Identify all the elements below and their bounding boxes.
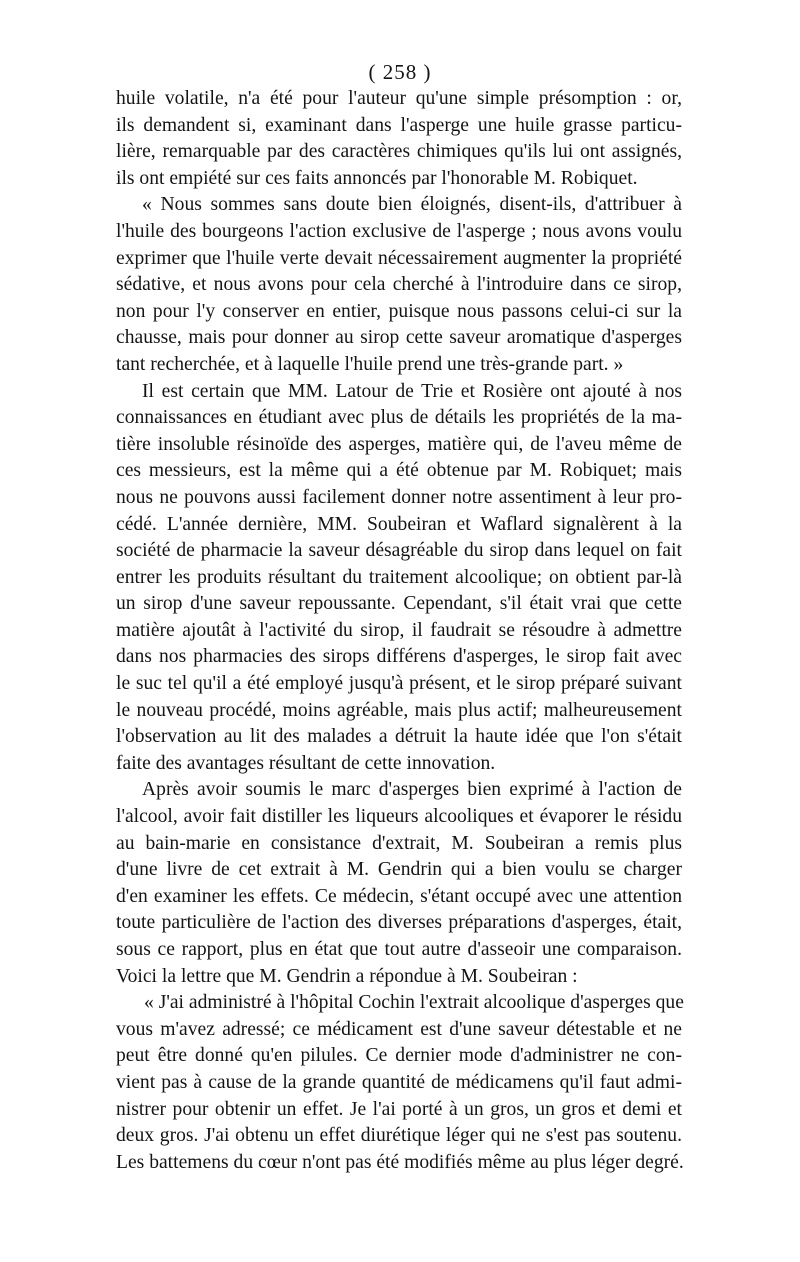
text-line: ils ont empiété sur ces faits annoncés par l'honorable M. Robiquet. <box>116 167 638 189</box>
text-line: faite des avantages résultant de cette innovation. <box>116 752 496 774</box>
text-line: le suc tel qu'il a été employé jusqu'à présent, et le sirop préparé suivant <box>116 673 682 695</box>
text-line: huile volatile, n'a été pour l'auteur qu'une simple présomption : or, <box>116 88 682 109</box>
text-line: au bain-marie en consistance d'extrait, M. Soubeiran a remis plus <box>116 832 682 854</box>
text-line: l'huile des bourgeons l'action exclusive de l'asperge ; nous avons voulu <box>116 220 682 242</box>
text-line: sous ce rapport, plus en état que tout autre d'asseoir une comparaison. <box>116 939 682 960</box>
text-line: entrer les produits résultant du traitement alcoolique; on obtient par-là <box>116 566 682 588</box>
body-text <box>116 86 682 1176</box>
text-line: Il est certain que MM. Latour de Trie et Rosière ont ajouté à nos <box>142 380 682 402</box>
text-line: Voici la lettre que M. Gendrin a répondue à M. Soubeiran : <box>116 965 578 987</box>
text-line: dans nos pharmacies des sirops différens d'asperges, le sirop fait avec <box>116 646 682 668</box>
text-line: nistrer pour obtenir un effet. Je l'ai porté à un gros, un gros et demi et <box>116 1098 682 1120</box>
text-line: deux gros. J'ai obtenu un effet diurétique léger qui ne s'est pas soutenu. <box>116 1125 682 1147</box>
text-line: d'une livre de cet extrait à M. Gendrin qui a bien voulu se charger <box>116 859 682 881</box>
text-line: vous m'avez adressé; ce médicament est d'une saveur détestable et ne <box>116 1018 682 1040</box>
text-line: chausse, mais pour donner au sirop cette saveur aromatique d'asperges <box>116 327 682 349</box>
text-line: l'alcool, avoir fait distiller les liqueurs alcooliques et évaporer le résidu <box>116 806 682 828</box>
page-number: ( 258 ) <box>368 60 432 84</box>
text-line: cédé. L'année dernière, MM. Soubeiran et Waflard signalèrent à la <box>116 513 682 535</box>
text-line: exprimer que l'huile verte devait nécessairement augmenter la propriété <box>116 247 682 269</box>
text-line: matière ajoutât à l'activité du sirop, il faudrait se résoudre à admettre <box>116 619 682 641</box>
text-line: ils demandent si, examinant dans l'asperge une huile grasse particu- <box>116 114 682 136</box>
text-line: « Nous sommes sans doute bien éloignés, disent-ils, d'attribuer à <box>142 194 682 216</box>
text-line: peut être donné qu'en pilules. Ce dernier mode d'administrer ne con- <box>116 1045 682 1067</box>
text-line: lière, remarquable par des caractères chimiques qu'ils lui ont assignés, <box>116 141 682 163</box>
text-line: « J'ai administré à l'hôpital Cochin l'extrait alcoolique d'asperges que <box>144 992 684 1014</box>
text-line: Après avoir soumis le marc d'asperges bien exprimé à l'action de <box>142 779 682 801</box>
text-line: sédative, et nous avons pour cela cherché à l'introduire dans ce sirop, <box>116 274 682 296</box>
text-line: vient pas à cause de la grande quantité de médicamens qu'il faut admi- <box>116 1071 682 1093</box>
text-line: Les battemens du cœur n'ont pas été modifiés même au plus léger degré. <box>116 1151 684 1173</box>
text-line: l'observation au lit des malades a détruit la haute idée que l'on s'était <box>116 726 682 748</box>
text-line: tière insoluble résinoïde des asperges, matière qui, de l'aveu même de <box>116 433 682 455</box>
text-line: connaissances en étudiant avec plus de détails les propriétés de la ma- <box>116 407 682 429</box>
text-line: toute particulière de l'action des diverses préparations d'asperges, était, <box>116 912 682 934</box>
text-line: nous ne pouvons aussi facilement donner notre assentiment à leur pro- <box>116 486 682 508</box>
text-line: société de pharmacie la saveur désagréable du sirop dans lequel on fait <box>116 540 682 562</box>
text-line: un sirop d'une saveur repoussante. Cependant, s'il était vrai que cette <box>116 593 682 615</box>
text-line: d'en examiner les effets. Ce médecin, s'étant occupé avec une attention <box>116 885 682 907</box>
text-line: tant recherchée, et à laquelle l'huile prend une très-grande part. » <box>116 353 624 375</box>
text-line: ces messieurs, est la même qui a été obtenue par M. Robiquet; mais <box>116 460 682 482</box>
text-line: le nouveau procédé, moins agréable, mais plus actif; malheureusement <box>116 699 682 721</box>
text-line: non pour l'y conserver en entier, puisque nous passons celui-ci sur la <box>116 300 682 322</box>
